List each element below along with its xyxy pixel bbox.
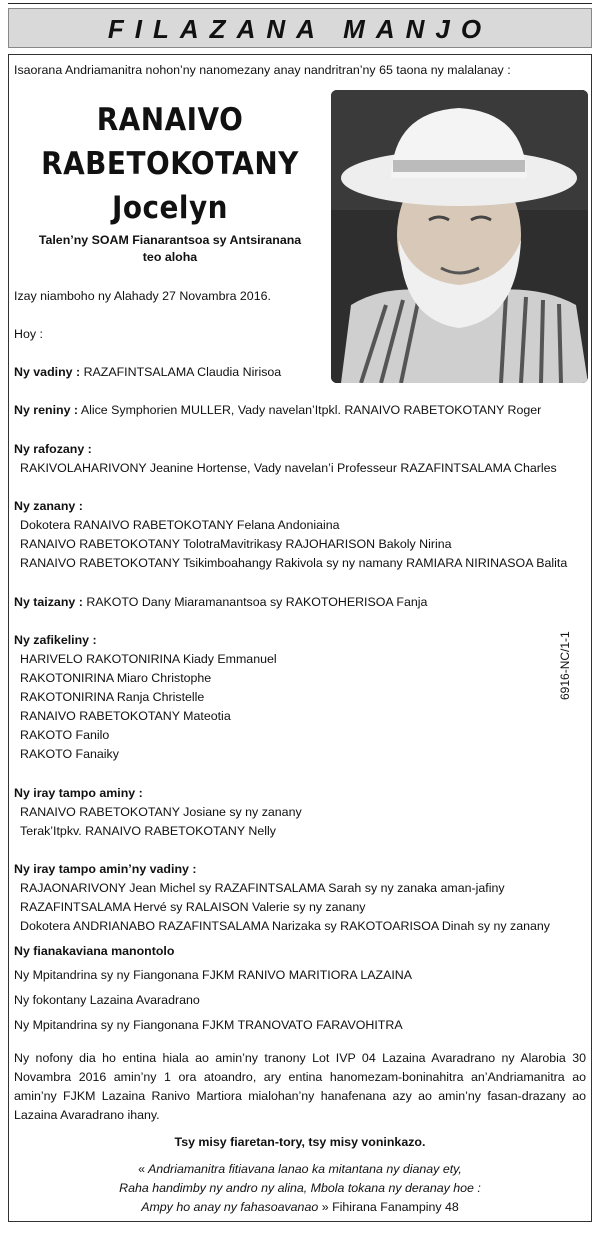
whole-family-label: Ny fianakaviana manontolo (14, 944, 175, 958)
deceased-surname-1: RANAIVO (96, 102, 244, 138)
notice-banner (8, 8, 592, 48)
church-line: Ny Mpitandrina sy ny Fiangonana FJKM TRANOVATO FARAVOHITRA (14, 1018, 403, 1032)
spouse-label: Ny vadiny : (14, 365, 81, 379)
spouse-sibling-line: Dokotera ANDRIANABO RAZAFINTSALAMA Narizaka sy RAKOTOARISOA Dinah sy ny zanany (20, 919, 550, 933)
verse-text: Andriamanitra fitiavana lanao ka mitantana ny dianay ety, (148, 1162, 462, 1176)
children-label: Ny zanany : (14, 499, 83, 513)
no-flowers-notice: Tsy misy fiaretan-tory, tsy misy voninkazo. (174, 1135, 426, 1149)
spouse-line (14, 363, 281, 382)
reference-code: 6916-NC/1-1 (558, 631, 572, 700)
hoy-label: Hoy : (14, 327, 43, 341)
spouse-value: RAZAFINTSALAMA Claudia Nirisoa (83, 365, 282, 379)
deceased-role-line1: Talen’ny SOAM Fianarantsoa sy Antsiranana (38, 233, 302, 247)
deceased-firstname: Jocelyn (111, 190, 229, 226)
deceased-portrait-photo (331, 90, 588, 383)
foster-label: Ny taizany : (14, 595, 83, 609)
children-line: RANAIVO RABETOKOTANY TolotraMavitrikasy RAJOHARISON Bakoly Nirina (20, 537, 452, 551)
top-rule (8, 0, 592, 4)
sibling-line: RANAIVO RABETOKOTANY Josiane sy ny zanany (20, 805, 302, 819)
mother-value: Alice Symphorien MULLER, Vady navelan’Itpkl. RANAIVO RABETOKOTANY Roger (80, 403, 542, 417)
hymn-reference: Fihirana Fanampiny 48 (332, 1200, 459, 1214)
sibling-line: Terak’Itpkv. RANAIVO RABETOKOTANY Nelly (20, 824, 276, 838)
grandchild-line: RAKOTONIRINA Ranja Christelle (20, 690, 205, 704)
spouse-siblings-label: Ny iray tampo amin’ny vadiny : (14, 862, 197, 876)
in-laws-label: Ny rafozany : (14, 442, 92, 456)
grandchild-line: RAKOTONIRINA Miaro Christophe (20, 671, 212, 685)
in-laws-line: RAKIVOLAHARIVONY Jeanine Hortense, Vady navelan’i Professeur RAZAFINTSALAMA Charles (20, 461, 557, 475)
children-line: RANAIVO RABETOKOTANY Tsikimboahangy Rakivola sy ny namany RAMIARA NIRINASOA Balita (20, 556, 568, 570)
grandchild-line: RANAIVO RABETOKOTANY Mateotia (20, 709, 231, 723)
children-line: Dokotera RANAIVO RABETOKOTANY Felana Andoniaina (20, 518, 340, 532)
deceased-role-line2: teo aloha (142, 250, 198, 264)
grandchild-line: RAKOTO Fanilo (20, 728, 110, 742)
verse-line-2: Raha handimby ny andro ny alina, Mbola tokana ny deranay hoe : (119, 1181, 481, 1195)
foster-value: RAKOTO Dany Miaramanantsoa sy RAKOTOHERISOA Fanja (86, 595, 428, 609)
verse-text: Ampy ho anay ny fahasoavanao (141, 1200, 319, 1214)
verse-close-quote: » (321, 1200, 329, 1214)
verse-line-3 (14, 1198, 586, 1217)
intro-text: Isaorana Andriamanitra nohon’ny nanomezany anay nandritran’ny 65 taona ny malalanay : (14, 63, 511, 77)
fokontany-line: Ny fokontany Lazaina Avaradrano (14, 993, 200, 1007)
mother-line (14, 401, 541, 420)
grandchild-line: HARIVELO RAKOTONIRINA Kiady Emmanuel (20, 652, 277, 666)
mother-label: Ny reniny : (14, 403, 79, 417)
church-line: Ny Mpitandrina sy ny Fiangonana FJKM RANIVO MARITIORA LAZAINA (14, 968, 413, 982)
verse-open-quote: « (138, 1162, 146, 1176)
siblings-label: Ny iray tampo aminy : (14, 786, 143, 800)
notice-title: FILAZANA MANJO (107, 14, 493, 44)
death-date-text: Izay niamboho ny Alahady 27 Novambra 2016. (14, 289, 271, 303)
verse-line-1 (14, 1160, 586, 1179)
grandchildren-label: Ny zafikeliny : (14, 633, 97, 647)
funeral-paragraph: Ny nofony dia ho entina hiala ao amin’ny tranony Lot IVP 04 Lazaina Avaradrano ny Alarobia 30 Novambra 2016 amin’ny 1 ora atoandro, ary entina hanomezam-boninahitra an’Andriamanitra ao amin’ny FJKM Lazaina Ranivo Martiora mialohan’ny hanafenana azy ao amin’ny fasan-drazany ao Lazaina Avaradrano ihany. (14, 1051, 586, 1122)
spouse-sibling-line: RAZAFINTSALAMA Hervé sy RALAISON Valerie sy ny zanany (20, 900, 366, 914)
spouse-sibling-line: RAJAONARIVONY Jean Michel sy RAZAFINTSALAMA Sarah sy ny zanaka aman-jafiny (20, 881, 505, 895)
grandchild-line: RAKOTO Fanaiky (20, 747, 119, 761)
foster-line (14, 593, 427, 612)
deceased-surname-2: RABETOKOTANY (41, 146, 299, 182)
